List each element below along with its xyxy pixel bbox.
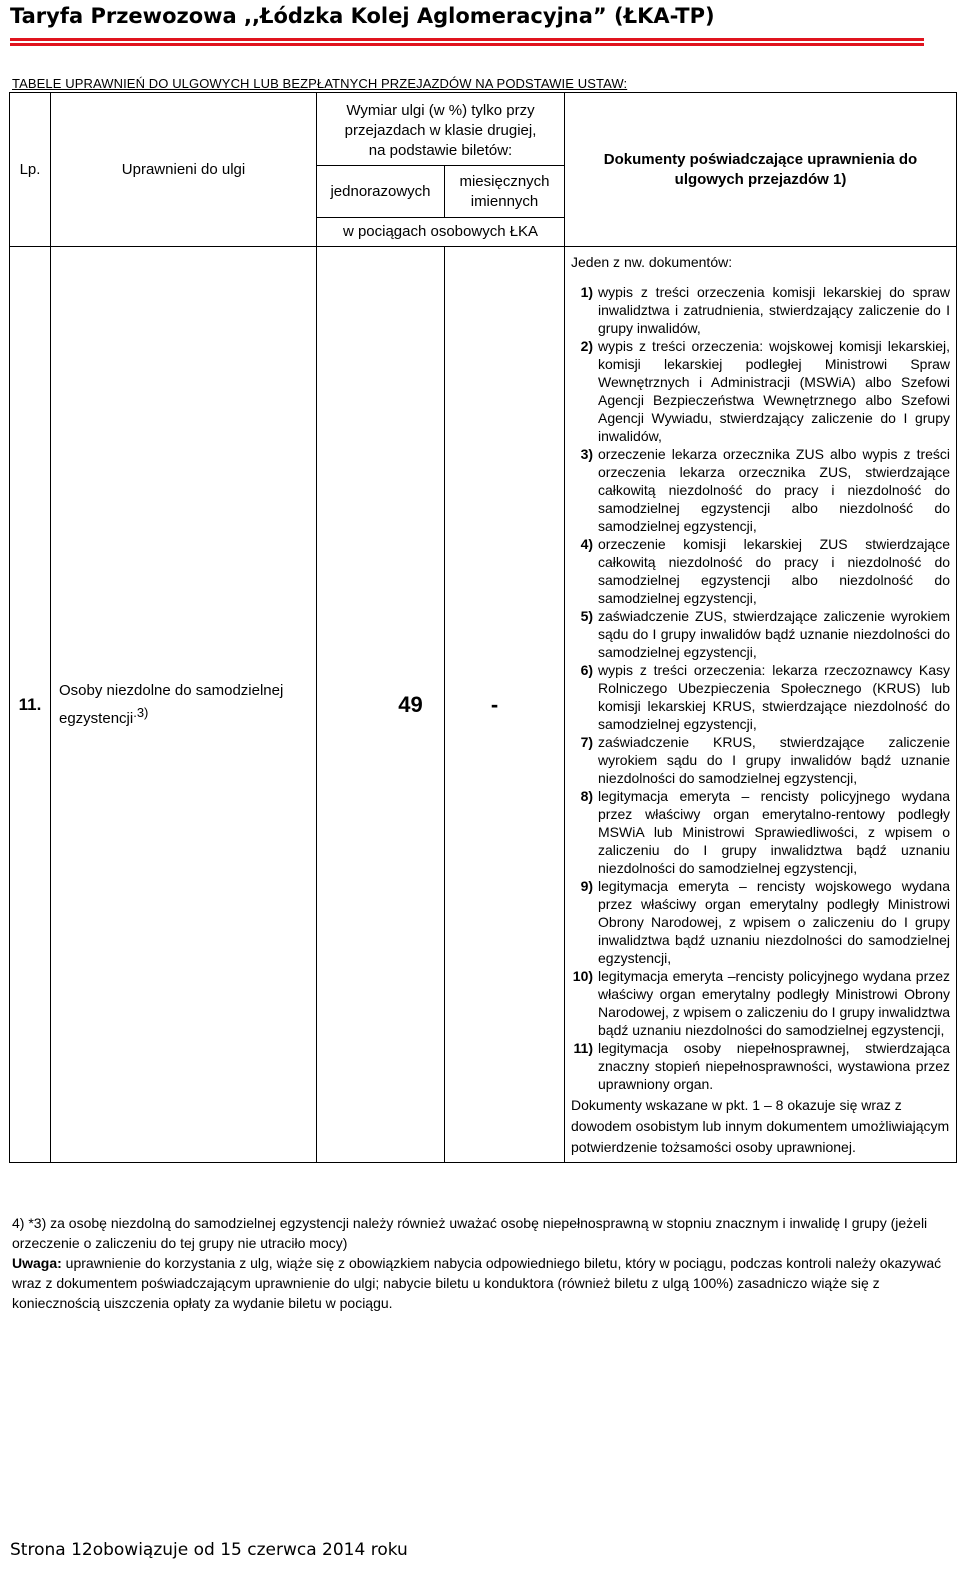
section-heading: TABELE UPRAWNIEŃ DO ULGOWYCH LUB BEZPŁATNYCH PRZEJAZDÓW NA PODSTAWIE USTAW:	[12, 76, 628, 91]
document-item-text: legitymacja emeryta – rencisty policyjnego wydana przez właściwy organ emerytalno-rentowy podległy MSWiA lub Ministrowi Sprawiedliwości, z wpisem o zaliczeniu do I grupy inwalidztwa bądź uznaniu niezdolności do samodzielnej egzystencji,	[598, 788, 951, 876]
document-item-text: legitymacja osoby niepełnosprawnej, stwierdzająca znaczny stopień niepełnosprawności, wystawiona przez uprawniony organ.	[598, 1040, 951, 1092]
document-list-item	[571, 535, 950, 607]
document-item-number: 2)	[580, 338, 594, 354]
document-item-number: 11)	[573, 1040, 594, 1056]
document-item-number: 3)	[580, 446, 594, 462]
document-item-text: wypis z treści orzeczenia: lekarza rzeczoznawcy Kasy Rolniczego Ubezpieczenia Społecznego (KRUS) lub komisji lekarskiej KRUS, stwierdzające niezdolność do samodzielnej egzystencji,	[598, 662, 951, 732]
document-list-item	[571, 1039, 950, 1093]
header-lp	[10, 93, 51, 247]
document-list-item	[571, 877, 950, 967]
header-monthly	[445, 166, 565, 218]
header-entitled	[51, 93, 317, 247]
document-item-number: 4)	[580, 536, 594, 552]
documents-intro: Jeden z nw. dokumentów:	[571, 254, 733, 270]
uwaga-text: uprawnienie do korzystania z ulg, wiąże się z obowiązkiem nabycia odpowiedniego biletu, który w pociągu, podczas kontroli należy okazywać wraz z dokumentem poświadczającym uprawnienie do ulgi; nabycie biletu u konduktora (również biletu z ulgą 100%) zasadniczo wiąże się z koniecznością uiszczenia opłaty za wydanie biletu w pociągu.	[12, 1255, 942, 1311]
row-entitled	[51, 247, 317, 1163]
document-list-item	[571, 283, 950, 337]
row-monthly-value-cell	[445, 247, 565, 1163]
header-trains	[317, 218, 565, 247]
header-documents-line1: Dokumenty poświadczające uprawnienia do	[603, 150, 918, 168]
header-discount-line2: przejazdach w klasie drugiej,	[344, 122, 537, 139]
header-documents	[565, 93, 957, 247]
header-discount-line3: na podstawie biletów:	[368, 142, 513, 159]
document-title: Taryfa Przewozowa ,,Łódzka Kolej Aglomeracyjna” (ŁKA-TP)	[10, 4, 715, 28]
row-entitled-footnote-ref: .3)	[133, 704, 149, 720]
document-list-item	[571, 661, 950, 733]
document-item-number: 5)	[580, 608, 594, 624]
document-item-number: 6)	[580, 662, 594, 678]
header-documents-line2: ulgowych przejazdów 1)	[674, 170, 847, 188]
document-item-text: zaświadczenie ZUS, stwierdzające zaliczenie wyrokiem sądu do I grupy inwalidów bądź uznanie niezdolności do samodzielnej egzystencji,	[598, 608, 951, 660]
document-list-item	[571, 787, 950, 877]
row-single-value-cell	[317, 247, 445, 1163]
document-list-item	[571, 733, 950, 787]
title-red-rule	[10, 38, 924, 48]
document-list-item	[571, 445, 950, 535]
documents-list	[571, 283, 950, 1093]
document-list-item	[571, 607, 950, 661]
row-entitled-line2: egzystencji	[59, 709, 134, 727]
document-list-item	[571, 967, 950, 1039]
row-entitled-line1: Osoby niezdolne do samodzielnej	[59, 681, 284, 699]
page-footer: Strona 12obowiązuje od 15 czerwca 2014 roku	[10, 1540, 408, 1560]
header-entitled-label: Uprawnieni do ulgi	[121, 160, 246, 178]
header-single	[317, 166, 445, 218]
document-item-text: zaświadczenie KRUS, stwierdzające zaliczenie wyrokiem sądu do I grupy inwalidów bądź uznanie niezdolności do samodzielnej egzystencji,	[598, 734, 951, 786]
document-item-number: 10)	[572, 968, 594, 984]
document-item-number: 8)	[580, 788, 594, 804]
document-item-number: 7)	[580, 734, 594, 750]
documents-closing-note: Dokumenty wskazane w pkt. 1 – 8 okazuje się wraz z dowodem osobistym lub innym dokumentem umożliwiającym potwierdzenie tożsamości osoby uprawnionej.	[571, 1097, 950, 1155]
document-item-text: orzeczenie lekarza orzecznika ZUS albo wypis z treści orzeczenia lekarza orzecznika ZUS, stwierdzające całkowitą niezdolność do pracy i niezdolność do samodzielnej egzystencji albo niezdolność do samodzielnej egzystencji,	[598, 446, 951, 534]
document-item-text: legitymacja emeryta – rencisty wojskowego wydana przez właściwy organ emerytalny podległy Ministrowi Obrony Narodowej, z wpisem o zaliczeniu do I grupy inwalidztwa bądź uznaniu niezdolności do samodzielnej egzystencji,	[598, 878, 951, 966]
row-single-value: 49	[398, 691, 423, 717]
header-single-label: jednorazowych	[330, 182, 431, 200]
document-list-item	[571, 337, 950, 445]
document-item-number: 1)	[580, 284, 594, 300]
entitlement-table	[9, 92, 957, 1163]
footnote-4: 4) *3) za osobę niezdolną do samodzielnej egzystencji należy również uważać osobę niepełnosprawną w stopniu znacznym i inwalidę I grupy (jeżeli orzeczenie o zaliczeniu do tej grupy nie utraciło mocy)	[12, 1215, 928, 1251]
header-lp-label: Lp.	[19, 160, 41, 178]
header-monthly-line2: imiennych	[470, 192, 539, 210]
row-documents	[565, 247, 957, 1163]
header-monthly-line1: miesięcznych	[459, 172, 550, 190]
row-lp-value: 11.	[18, 694, 42, 714]
footnotes	[12, 1213, 947, 1313]
document-item-text: legitymacja emeryta –rencisty policyjnego wydana przez właściwy organ emerytalny podległy Ministrowi Obrony Narodowej, z wpisem o zaliczeniu do I grupy inwalidztwa bądź uznaniu niezdolności do samodzielnej egzystencji,	[598, 968, 951, 1038]
uwaga-note	[12, 1253, 947, 1313]
document-item-text: wypis z treści orzeczenia: wojskowej komisji lekarskiej, komisji lekarskiej podległej Ministrowi Spraw Wewnętrznych i Administracji (MSWiA) albo Szefowi Agencji Bezpieczeństwa Wewnętrznego albo Szefowi Agencji Wywiadu, stwierdzający zaliczenie do I grupy inwalidów,	[598, 338, 951, 444]
row-lp	[10, 247, 51, 1163]
document-item-number: 9)	[580, 878, 594, 894]
header-discount-line1: Wymiar ulgi (w %) tylko przy	[346, 102, 535, 119]
row-monthly-value: -	[490, 691, 499, 717]
uwaga-label: Uwaga:	[12, 1255, 62, 1271]
document-item-text: wypis z treści orzeczenia komisji lekarskiej do spraw inwalidztwa i zatrudnienia, stwierdzający zaliczenie do I grupy inwalidów,	[598, 284, 951, 336]
header-discount	[317, 93, 565, 166]
header-trains-label: w pociągach osobowych ŁKA	[342, 223, 539, 240]
document-item-text: orzeczenie komisji lekarskiej ZUS stwierdzające całkowitą niezdolność do pracy i niezdolność do samodzielnej egzystencji albo niezdolność do samodzielnej egzystencji,	[598, 536, 951, 606]
